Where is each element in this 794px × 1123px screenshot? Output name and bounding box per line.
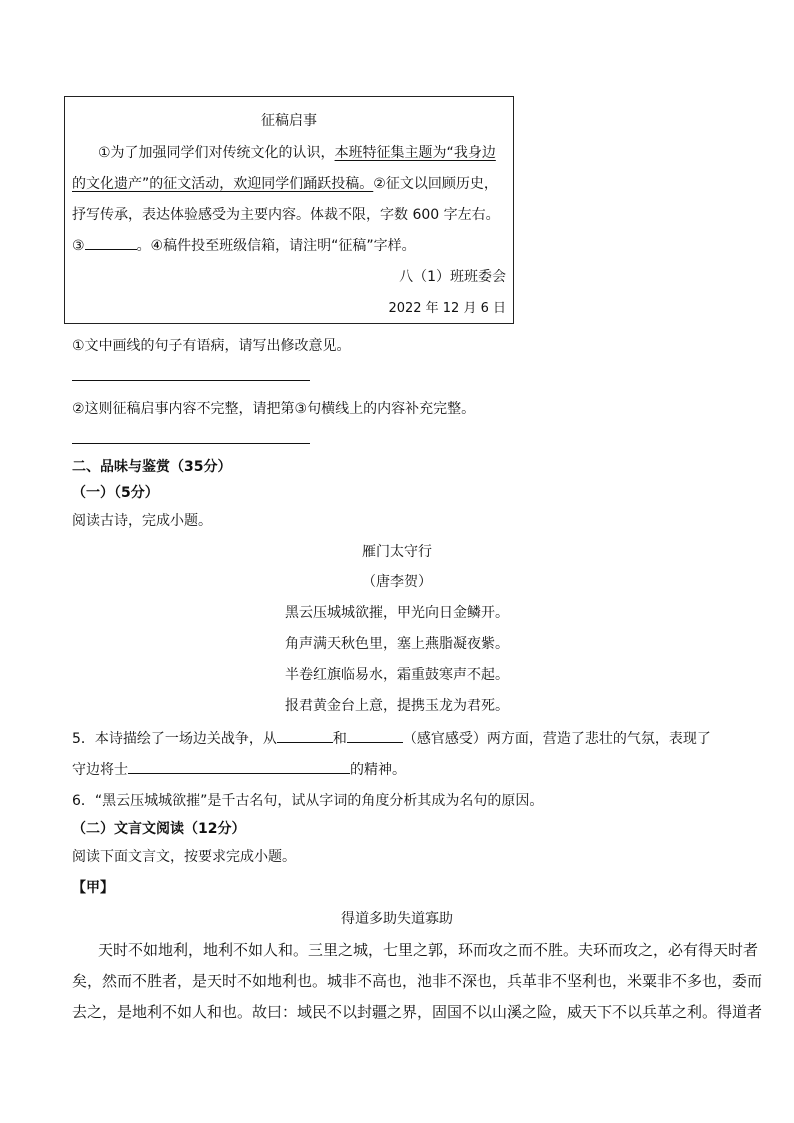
question-5-text: 的精神。: [350, 762, 406, 778]
notice-line-2-underlined: 的文化遗产”的征文活动，欢迎同学们踊跃投稿。: [72, 176, 374, 192]
poem-line: 黑云压城城欲摧，甲光向日金鳞开。: [285, 605, 509, 621]
notice-title: 征稿启事: [261, 113, 317, 129]
part-1-heading: （一）（5分）: [72, 485, 159, 501]
q5-blank-1[interactable]: [277, 730, 333, 743]
classical-text-line: 去之，是地利不如人和也。故曰：域民不以封疆之界，固国不以山溪之险，威天下不以兵革之利。得道者: [72, 1003, 763, 1021]
classical-text-title: 得道多助失道寡助: [341, 911, 453, 927]
question-5-text: （感官感受）两方面，营造了悲壮的气氛，表现了: [402, 731, 711, 747]
notice-date: 2022 年 12 月 6 日: [388, 301, 506, 316]
question-5-text: 和: [332, 731, 347, 747]
poem-line: 半卷红旗临易水，霜重鼓寒声不起。: [285, 667, 509, 683]
notice-signature: 八（1）班班委会: [399, 269, 506, 285]
poem-line: 报君黄金台上意，提携玉龙为君死。: [285, 698, 509, 714]
question-6: 6．“黑云压城城欲摧”是千古名句，试从字词的角度分析其成为名句的原因。: [72, 793, 544, 809]
question-1: ①文中画线的句子有语病，请写出修改意见。: [72, 338, 351, 354]
question-5-text: 5．本诗描绘了一场边关战争，从: [72, 731, 277, 747]
notice-line-4-prefix: ③: [72, 238, 85, 254]
notice-fill-blank[interactable]: [85, 237, 137, 250]
notice-line-4-suffix: 。④稿件投至班级信箱，请注明“征稿”字样。: [136, 238, 416, 254]
part-2-heading: （二）文言文阅读（12分）: [72, 821, 246, 837]
classical-text-line: 天时不如地利，地利不如人和。三里之城，七里之郭，环而攻之而不胜。夫环而攻之，必有得天时者: [98, 941, 759, 959]
part-2-instruction: 阅读下面文言文，按要求完成小题。: [72, 849, 296, 865]
notice-line-3: 抒写传承，表达体验感受为主要内容。体裁不限，字数 600 字左右。: [72, 207, 500, 223]
q5-blank-3[interactable]: [128, 761, 350, 774]
classical-text-line: 矣，然而不胜者，是天时不如地利也。城非不高也，池非不深也，兵革非不坚利也，米粟非不多也，委而: [72, 972, 763, 990]
question-5-text: 守边将士: [72, 762, 128, 778]
poem-instruction: 阅读古诗，完成小题。: [72, 513, 212, 529]
notice-line-2-plain: ②征文以回顾历史，: [373, 176, 498, 192]
jia-label: 【甲】: [72, 880, 114, 896]
q5-blank-2[interactable]: [347, 730, 403, 743]
notice-line-1-plain: ①为了加强同学们对传统文化的认识，: [98, 145, 335, 161]
notice-line-1: [98, 142, 496, 162]
question-5-line-1: [72, 728, 711, 748]
question-5-line-2: [72, 759, 406, 779]
answer-line-1[interactable]: [72, 380, 310, 381]
notice-line-1-underlined: 本班特征集主题为“我身边: [334, 145, 496, 161]
poem-author: （唐李贺）: [362, 574, 432, 590]
section-2-heading: 二、品味与鉴赏（35分）: [72, 459, 232, 475]
notice-line-2: [72, 173, 498, 193]
poem-line: 角声满天秋色里，塞上燕脂凝夜紫。: [285, 636, 509, 652]
answer-line-2[interactable]: [72, 443, 310, 444]
notice-line-4: [72, 235, 416, 255]
poem-title: 雁门太守行: [362, 544, 432, 560]
question-2: ②这则征稿启事内容不完整，请把第③句横线上的内容补充完整。: [72, 401, 476, 417]
